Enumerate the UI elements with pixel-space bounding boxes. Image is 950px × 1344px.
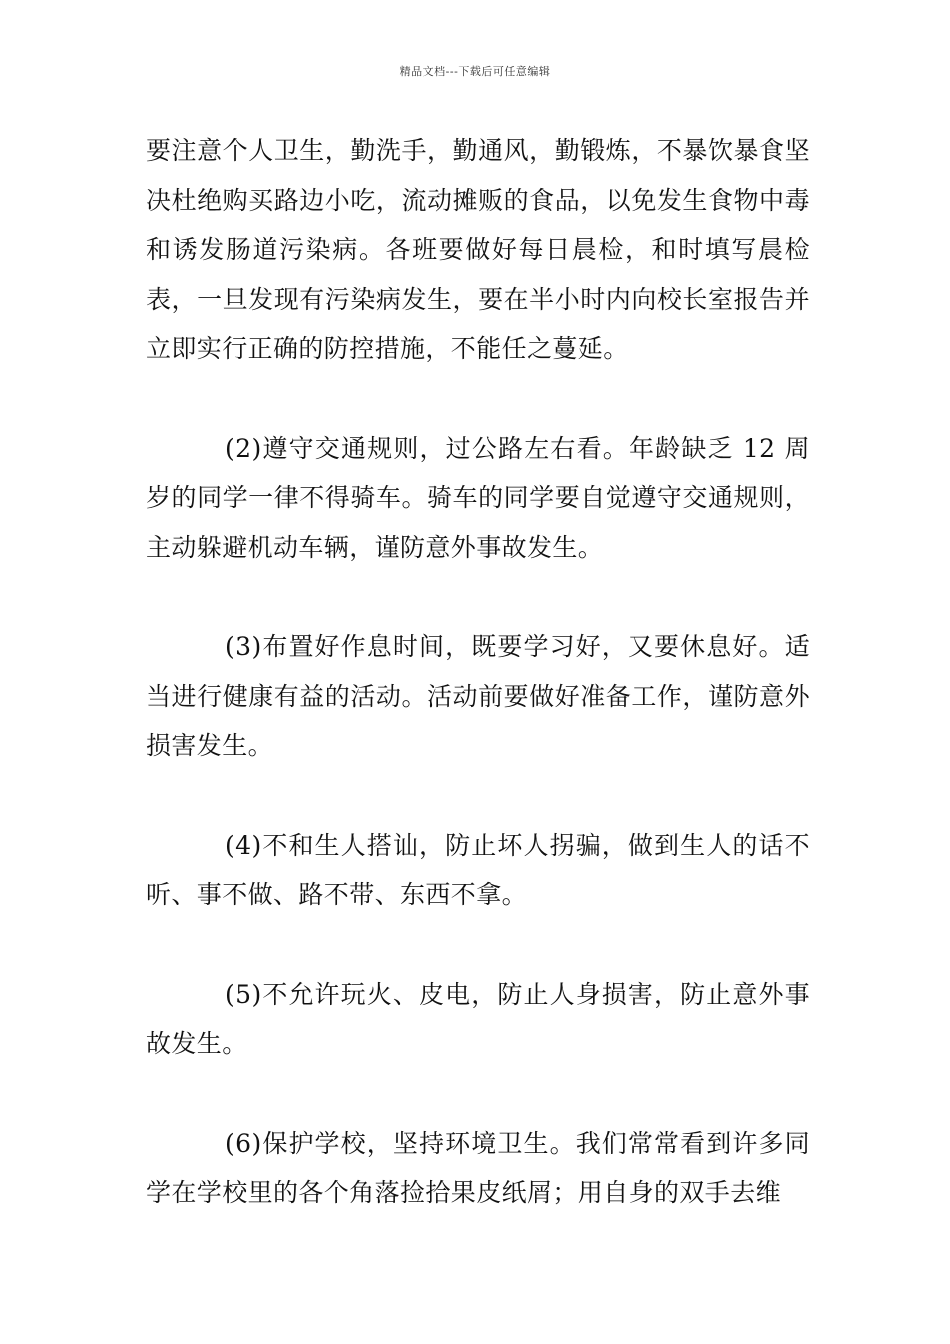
paragraph-gap <box>146 1069 810 1119</box>
document-body <box>146 126 810 1218</box>
paragraph-fire-safety: (5)不允许玩火、皮电，防止人身损害，防止意外事故发生。 <box>146 979 810 1058</box>
paragraph-environment: (6)保护学校，坚持环境卫生。我们常常看到许多同学在学校里的各个角落捡拾果皮纸屑；用自身的双手去维 <box>146 1128 810 1207</box>
paragraph-traffic-rules: (2)遵守交通规则，过公路左右看。年龄缺乏 12 周岁的同学一律不得骑车。骑车的同学要自觉遵守交通规则，主动躲避机动车辆，谨防意外事故发生。 <box>146 433 810 562</box>
page-header: 精品文档---下载后可任意编辑 <box>399 65 551 78</box>
paragraph-gap <box>146 771 810 821</box>
paragraph-hygiene: 要注意个人卫生，勤洗手，勤通风，勤锻炼，不暴饮暴食坚决杜绝购买路边小吃，流动摊贩的食品，以免发生食物中毒和诱发肠道污染病。各班要做好每日晨检，和时填写晨检表，一旦发现有污染病发生，要在半小时内向校长室报告并立即实行正确的防控措施，不能任之蔓延。 <box>146 136 810 363</box>
paragraph-gap <box>146 572 810 622</box>
paragraph-strangers: (4)不和生人搭讪，防止坏人拐骗，做到生人的话不听、事不做、路不带、东西不拿。 <box>146 830 810 909</box>
paragraph-gap <box>146 920 810 970</box>
paragraph-schedule: (3)布置好作息时间，既要学习好，又要休息好。适当进行健康有益的活动。活动前要做好准备工作，谨防意外损害发生。 <box>146 632 810 760</box>
paragraph-gap <box>146 374 810 424</box>
